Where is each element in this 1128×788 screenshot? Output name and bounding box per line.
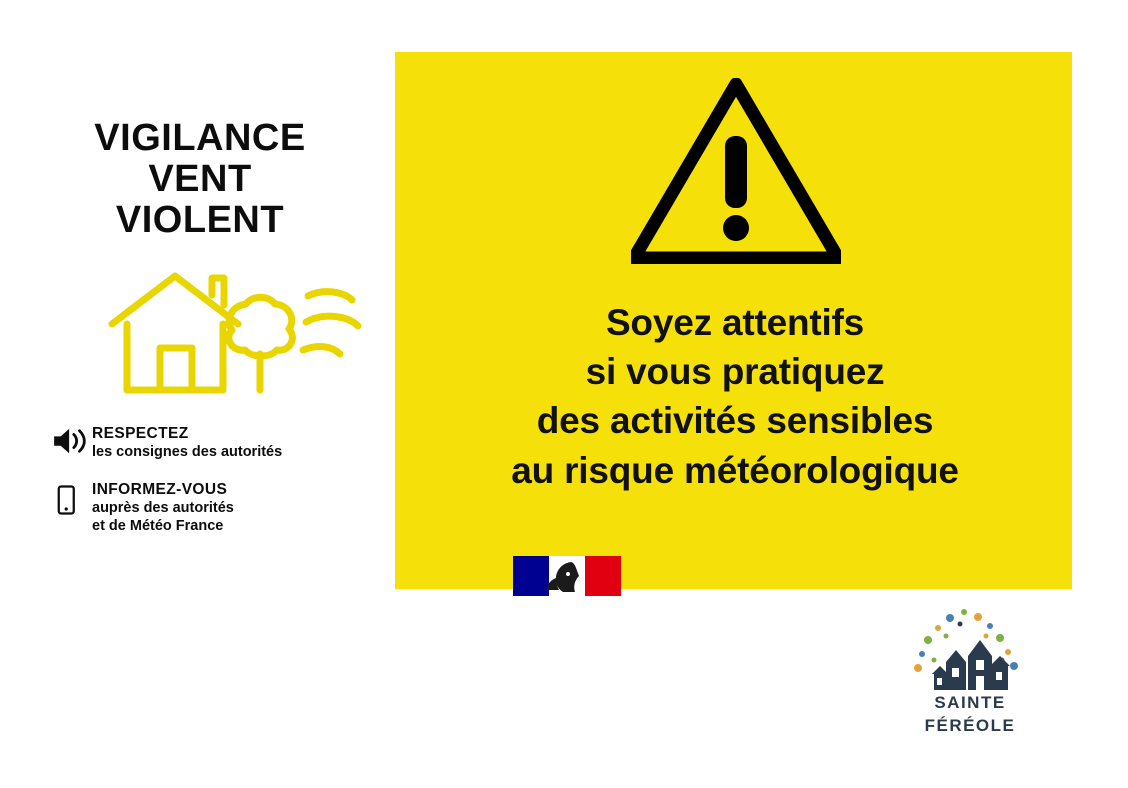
alert-message-line-2: si vous pratiquez — [585, 351, 885, 393]
panel-arrow-notch — [395, 120, 465, 215]
warning-triangle-icon — [631, 78, 841, 264]
advice-detail — [92, 499, 234, 535]
alert-message-line-1: Soyez attentifs — [605, 302, 865, 343]
commune-name-line-1: SAINTE — [934, 693, 1006, 712]
advice-item-informez-vous — [52, 480, 382, 536]
alert-title-line-2: VENT — [148, 158, 252, 201]
commune-name — [890, 692, 1050, 738]
alert-title-line-1: VIGILANCE — [94, 117, 306, 159]
advice-detail-line: et de Météo France — [92, 518, 224, 534]
alert-title-line-3: VIOLENT — [115, 199, 285, 242]
advice-heading: RESPECTEZ — [92, 425, 189, 442]
advice-list — [52, 424, 382, 553]
advice-detail-line: auprès des autorités — [92, 499, 234, 516]
alert-title — [0, 118, 400, 241]
advice-detail — [92, 443, 282, 461]
commune-name-line-2: FÉRÉOLE — [924, 715, 1016, 735]
republique-francaise-logo — [513, 556, 621, 596]
advice-item-respectez — [52, 424, 382, 462]
advice-detail-line: les consignes des autorités — [92, 444, 283, 461]
house-tree-wind-illustration — [100, 262, 370, 402]
speaker-icon — [52, 424, 92, 456]
alert-message-line-3: des activités sensibles — [536, 400, 934, 442]
left-information-column — [0, 0, 400, 788]
mobile-phone-icon — [52, 480, 92, 518]
alert-message — [420, 298, 1050, 495]
alert-message-line-4: au risque météorologique — [511, 449, 959, 491]
advice-heading: INFORMEZ-VOUS — [92, 480, 228, 498]
